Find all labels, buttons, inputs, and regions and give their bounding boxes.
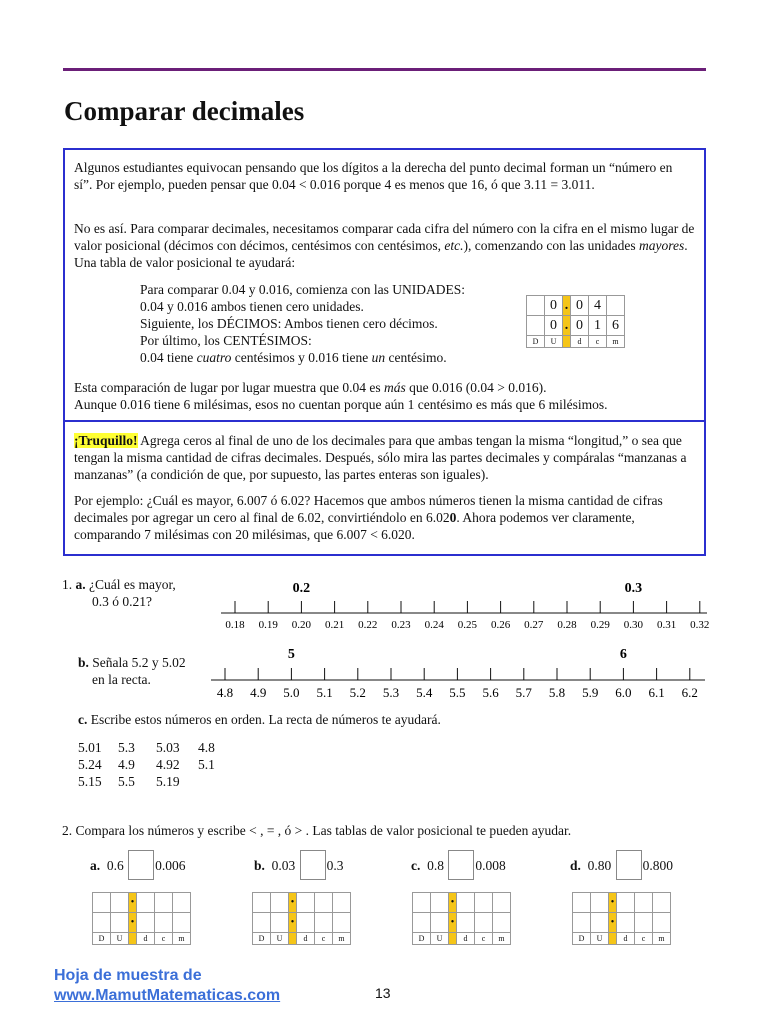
example-line-4: Por último, los CENTÉSIMOS: bbox=[140, 333, 312, 348]
intro-p2-mayores: mayores bbox=[638, 238, 685, 253]
nl2-tick-label: 5.4 bbox=[416, 685, 433, 700]
pv-label: d bbox=[617, 933, 635, 945]
q2-text: 2. Compara los números y escribe < , = , ó > . Las tablas de valor posicional te pueden ayudar. bbox=[62, 823, 572, 838]
pv-cell-input[interactable] bbox=[137, 893, 155, 913]
pv-cell-input[interactable] bbox=[617, 893, 635, 913]
pv-cell-input[interactable] bbox=[617, 913, 635, 933]
number-row: 5.24 4.9 4.92 5.1 bbox=[78, 757, 215, 772]
pv-cell-input[interactable] bbox=[493, 913, 511, 933]
intro-paragraph-2 bbox=[74, 220, 696, 271]
pv-cell-input[interactable] bbox=[653, 913, 671, 933]
nl1-tick-label: 0.19 bbox=[258, 619, 278, 631]
nl1-tick-label: 0.20 bbox=[291, 619, 312, 631]
pv-label: U bbox=[591, 933, 609, 945]
pv-label bbox=[289, 933, 297, 945]
pv-decimal-point: • bbox=[449, 913, 457, 933]
pv-cell-input[interactable] bbox=[93, 913, 111, 933]
nl2-tick-label: 6.0 bbox=[615, 685, 632, 700]
place-value-table-small bbox=[572, 892, 671, 945]
pv-cell-input[interactable] bbox=[457, 913, 475, 933]
q1-b-text-2: en la recta. bbox=[92, 672, 151, 687]
nl2-tick-label: 5.3 bbox=[382, 685, 400, 700]
nl1-tick-label: 0.31 bbox=[656, 619, 677, 631]
pv-label: d bbox=[297, 933, 315, 945]
pv-cell-input[interactable] bbox=[315, 913, 333, 933]
pv-label: m bbox=[333, 933, 351, 945]
pv-row-1 bbox=[527, 296, 625, 316]
pv-small-d bbox=[572, 892, 671, 945]
q1-c-numbers bbox=[78, 739, 238, 790]
pv-cell-input[interactable] bbox=[635, 893, 653, 913]
nl1-tick-label: 0.27 bbox=[524, 619, 544, 631]
nl1-tick-label: 0.21 bbox=[324, 619, 345, 631]
pv-cell-input[interactable] bbox=[333, 913, 351, 933]
pv-cell: 4 bbox=[589, 296, 607, 316]
pv-cell: 0 bbox=[571, 316, 589, 336]
intro-p2-text-c: . Una tabla de valor posicional te ayudará: bbox=[74, 238, 688, 270]
nl1-tick-label: 0.29 bbox=[590, 619, 610, 631]
tip-paragraph-1: ¡Truquillo! Agrega ceros al final de uno de los decimales para que ambas tengan la misma “longitud,” o sea que tengan la misma cantidad de cifras decimales. Después, sólo mira las partes decimales y compáralas “manzanas a manzanas” (a condición de que, por supuesto, las partes enteras son iguales). bbox=[74, 433, 687, 482]
pv-label: D bbox=[573, 933, 591, 945]
q1-a-text-2: 0.3 ó 0.21? bbox=[92, 594, 152, 609]
pv-cell-input[interactable] bbox=[173, 893, 191, 913]
pv-cell-input[interactable] bbox=[413, 893, 431, 913]
q1-a-text: 1. a. ¿Cuál es mayor, bbox=[62, 577, 176, 592]
pv-label-row: D U d c m bbox=[527, 336, 625, 348]
q2-item-c: c. 0.8 0.008 bbox=[411, 850, 506, 880]
nl1-major-label: 0.2 bbox=[292, 581, 311, 596]
place-value-table-small bbox=[252, 892, 351, 945]
pv-small-b bbox=[252, 892, 351, 945]
nl1-tick-label: 0.24 bbox=[424, 619, 444, 631]
pv-cell-input[interactable] bbox=[475, 893, 493, 913]
pv-cell-input[interactable] bbox=[591, 893, 609, 913]
pv-cell-input[interactable] bbox=[297, 913, 315, 933]
pv-cell: 0 bbox=[545, 296, 563, 316]
pv-decimal-point: • bbox=[129, 913, 137, 933]
nl1-tick-label: 0.23 bbox=[391, 619, 411, 631]
pv-cell-input[interactable] bbox=[493, 893, 511, 913]
pv-cell-input[interactable] bbox=[155, 913, 173, 933]
nl2-tick-label: 5.7 bbox=[515, 685, 532, 700]
nl1-tick-label: 0.18 bbox=[225, 619, 245, 631]
pv-decimal-point: . bbox=[563, 316, 571, 336]
pv-label: c bbox=[315, 933, 333, 945]
nl2-major-label: 5 bbox=[287, 647, 295, 662]
pv-small-c bbox=[412, 892, 511, 945]
pv-label: d bbox=[137, 933, 155, 945]
number-row: 5.15 5.5 5.19 bbox=[78, 774, 180, 789]
pv-decimal-point: . bbox=[563, 296, 571, 316]
nl1-major-label: 0.3 bbox=[624, 581, 643, 596]
pv-cell-input[interactable] bbox=[457, 893, 475, 913]
number-line-1 bbox=[215, 575, 715, 635]
pv-label: m bbox=[653, 933, 671, 945]
intro-p2-text-b: ), comenzando con las unidades bbox=[463, 238, 639, 253]
nl2-tick-label: 5.8 bbox=[548, 685, 566, 700]
pv-decimal-point: • bbox=[129, 893, 137, 913]
example-line-1: Para comparar 0.04 y 0.016, comienza con las UNIDADES: bbox=[140, 282, 466, 297]
pv-cell-input[interactable] bbox=[431, 913, 449, 933]
pv-cell bbox=[607, 296, 625, 316]
pv-label: D bbox=[253, 933, 271, 945]
pv-label: U bbox=[271, 933, 289, 945]
nl2-tick-label: 5.5 bbox=[449, 685, 466, 700]
footer-credit[interactable] bbox=[54, 966, 280, 1006]
number-line-2 bbox=[205, 640, 715, 702]
pv-cell-input[interactable] bbox=[431, 893, 449, 913]
pv-cell-input[interactable] bbox=[253, 913, 271, 933]
answer-box[interactable] bbox=[616, 850, 642, 880]
place-value-table-small bbox=[412, 892, 511, 945]
intro-paragraph-1: Algunos estudiantes equivocan pensando que los dígitos a la derecha del punto decimal forman un “número en sí”. Por ejemplo, pueden pensar que 0.04 < 0.016 porque 4 es menos que 16, ó que 3.11 = 3.011. bbox=[74, 160, 673, 192]
pv-decimal-point: • bbox=[609, 913, 617, 933]
pv-cell: 1 bbox=[589, 316, 607, 336]
q1-b-text: b. Señala 5.2 y 5.02 bbox=[78, 655, 186, 670]
pv-label bbox=[449, 933, 457, 945]
pv-cell-input[interactable] bbox=[333, 893, 351, 913]
pv-cell-input[interactable] bbox=[93, 893, 111, 913]
pv-cell: 0 bbox=[571, 296, 589, 316]
nl1-tick-label: 0.22 bbox=[358, 619, 378, 631]
q2-item-b: b. 0.03 0.3 bbox=[254, 850, 344, 880]
pv-cell-input[interactable] bbox=[573, 913, 591, 933]
intro-p2-etc: etc. bbox=[444, 238, 464, 253]
pv-cell-input[interactable] bbox=[315, 893, 333, 913]
pv-cell-input[interactable] bbox=[111, 913, 129, 933]
nl2-tick-label: 5.2 bbox=[349, 685, 366, 700]
number-row: 5.01 5.3 5.03 4.8 bbox=[78, 740, 215, 755]
pv-cell-input[interactable] bbox=[137, 913, 155, 933]
pv-cell-input[interactable] bbox=[297, 893, 315, 913]
pv-label bbox=[129, 933, 137, 945]
pv-cell-input[interactable] bbox=[635, 913, 653, 933]
pv-cell-input[interactable] bbox=[111, 893, 129, 913]
example-line-3: Siguiente, los DÉCIMOS: Ambos tienen cero décimos. bbox=[140, 316, 438, 331]
pv-label: m bbox=[493, 933, 511, 945]
place-value-table bbox=[526, 295, 625, 348]
nl1-tick-label: 0.30 bbox=[623, 619, 644, 631]
example-line-5: 0.04 tiene cuatro centésimos y 0.016 tiene un centésimo. bbox=[140, 350, 447, 365]
nl2-tick-label: 6.1 bbox=[648, 685, 665, 700]
nl2-tick-label: 5.9 bbox=[582, 685, 599, 700]
nl2-tick-label: 5.6 bbox=[482, 685, 499, 700]
pv-decimal-point: • bbox=[449, 893, 457, 913]
pv-label: D bbox=[413, 933, 431, 945]
pv-cell-input[interactable] bbox=[271, 913, 289, 933]
nl2-tick-label: 5.0 bbox=[283, 685, 300, 700]
place-value-table-small bbox=[92, 892, 191, 945]
pv-cell-input[interactable] bbox=[413, 913, 431, 933]
pv-decimal-point: • bbox=[289, 913, 297, 933]
answer-box[interactable] bbox=[448, 850, 474, 880]
intro-p2-text-a: No es así. Para comparar decimales, necesitamos comparar cada cifra del número con la cifra en el mismo lugar de valor posicional (décimos con décimos, centésimos con centésimos, bbox=[74, 221, 695, 253]
pv-cell-input[interactable] bbox=[173, 913, 191, 933]
nl2-major-label: 6 bbox=[619, 647, 627, 662]
pv-cell-input[interactable] bbox=[155, 893, 173, 913]
pv-cell-input[interactable] bbox=[253, 893, 271, 913]
pv-decimal-point: • bbox=[289, 893, 297, 913]
pv-cell-input[interactable] bbox=[271, 893, 289, 913]
pv-small-a bbox=[92, 892, 191, 945]
footer-line-1: Hoja de muestra de bbox=[54, 967, 202, 984]
pv-label bbox=[609, 933, 617, 945]
footer-link[interactable]: www.MamutMatematicas.com bbox=[54, 987, 281, 1004]
nl1-tick-label: 0.25 bbox=[457, 619, 478, 631]
pv-label: U bbox=[111, 933, 129, 945]
pv-decimal-point: • bbox=[609, 893, 617, 913]
tip-paragraph-2: Por ejemplo: ¿Cuál es mayor, 6.007 ó 6.02? Hacemos que ambos números tienen la misma cantidad de cifras decimales por agregar un cero al final de 6.02, convirtiéndolo en 6.020. Ahora podemos ver claramente, comparando 7 milésimas con 20 milésimas, que 6.007 < 6.020. bbox=[74, 493, 663, 542]
pv-label: m bbox=[173, 933, 191, 945]
pv-label: c bbox=[475, 933, 493, 945]
pv-label: D bbox=[93, 933, 111, 945]
pv-cell: 0 bbox=[545, 316, 563, 336]
q2-item-d: d. 0.80 0.800 bbox=[570, 850, 673, 880]
pv-label: U bbox=[431, 933, 449, 945]
top-rule bbox=[63, 68, 706, 71]
nl2-tick-label: 4.8 bbox=[216, 685, 234, 700]
page-number: 13 bbox=[375, 985, 391, 1001]
nl2-tick-label: 5.1 bbox=[316, 685, 333, 700]
nl2-tick-label: 6.2 bbox=[681, 685, 698, 700]
nl1-tick-label: 0.26 bbox=[490, 619, 511, 631]
tip-box bbox=[63, 422, 706, 556]
nl1-tick-label: 0.32 bbox=[690, 619, 710, 631]
example-text bbox=[140, 281, 510, 366]
intro-box bbox=[63, 148, 706, 422]
pv-cell: 6 bbox=[607, 316, 625, 336]
pv-label: c bbox=[635, 933, 653, 945]
answer-box[interactable] bbox=[300, 850, 326, 880]
pv-cell-input[interactable] bbox=[573, 893, 591, 913]
pv-label: d bbox=[457, 933, 475, 945]
pv-label: c bbox=[155, 933, 173, 945]
pv-cell-input[interactable] bbox=[591, 913, 609, 933]
q1-c-text: c. Escribe estos números en orden. La recta de números te ayudará. bbox=[78, 712, 441, 727]
q2-item-a: a. 0.6 0.006 bbox=[90, 850, 186, 880]
pv-row-2 bbox=[527, 316, 625, 336]
nl2-tick-label: 4.9 bbox=[250, 685, 267, 700]
example-line-2: 0.04 y 0.016 ambos tienen cero unidades. bbox=[140, 299, 364, 314]
answer-box[interactable] bbox=[128, 850, 154, 880]
pv-cell-input[interactable] bbox=[475, 913, 493, 933]
intro-paragraph-3: Esta comparación de lugar por lugar muestra que 0.04 es más que 0.016 (0.04 > 0.016). Aunque 0.016 tiene 6 milésimas, esos no cuentan porque aún 1 centésimo es más que 6 milésimos. bbox=[74, 380, 608, 412]
pv-cell-input[interactable] bbox=[653, 893, 671, 913]
tip-label: ¡Truquillo! bbox=[74, 433, 138, 448]
page-title: Comparar decimales bbox=[64, 96, 305, 126]
nl1-tick-label: 0.28 bbox=[557, 619, 577, 631]
